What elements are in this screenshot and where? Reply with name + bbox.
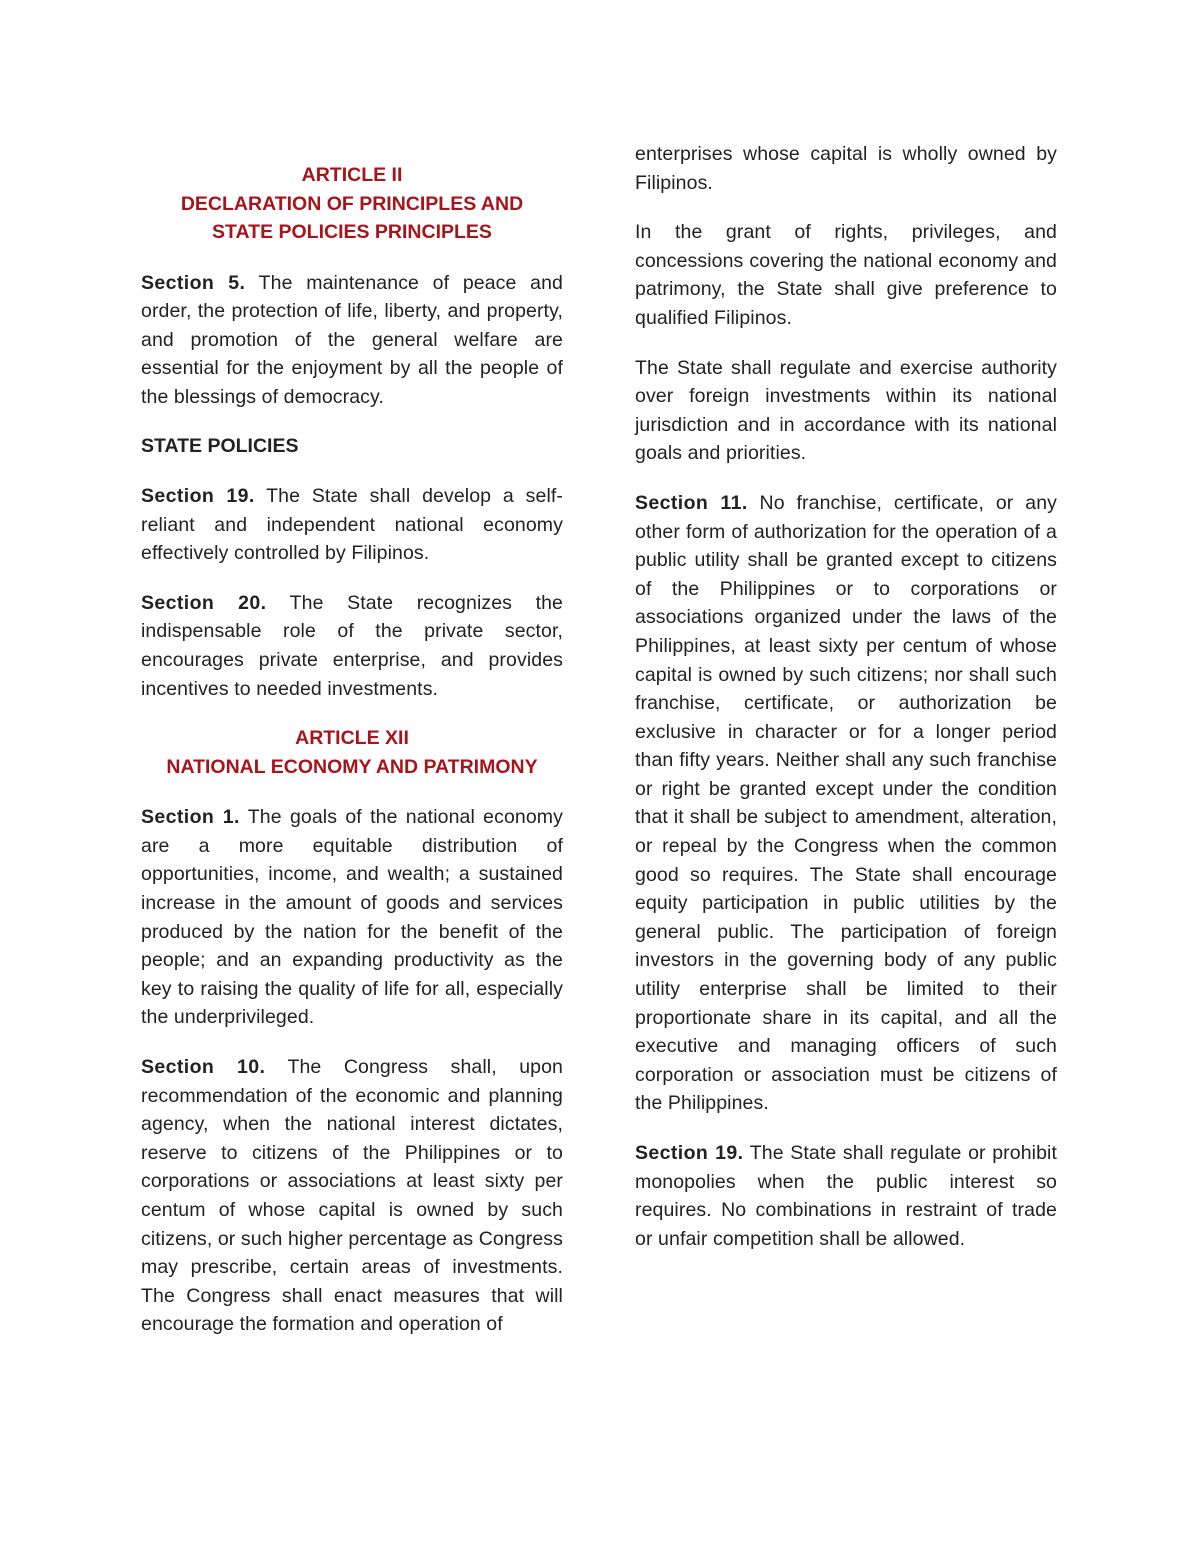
section-1-text: The goals of the national economy are a more equitable distribution of opportunities, income, and wealth; a sustained increase in the amount of goods and services produced by the nation for the benefit of the people; and an expanding productivity as the key to raising the quality of life for all, especially the underprivileged.	[141, 806, 563, 1029]
section-19-xii-paragraph	[635, 1139, 1057, 1253]
article-ii-heading	[141, 161, 563, 247]
article-ii-title: ARTICLE II	[301, 164, 403, 186]
left-column	[141, 161, 563, 1360]
section-20-paragraph	[141, 589, 563, 703]
section-5-paragraph	[141, 269, 563, 412]
section-5-label: Section 5.	[141, 271, 246, 294]
article-ii-subtitle-line2: STATE POLICIES PRINCIPLES	[212, 221, 492, 243]
right-column	[635, 140, 1057, 1274]
section-11-paragraph	[635, 489, 1057, 1118]
section-19-xii-text: The State shall regulate or prohibit monopolies when the public interest so requires. No combinations in restraint of trade or unfair competition shall be allowed.	[635, 1142, 1057, 1250]
section-19-label: Section 19.	[141, 485, 255, 508]
section-10-paragraph	[141, 1053, 563, 1339]
regulate-paragraph: The State shall regulate and exercise authority over foreign investments within its national jurisdiction and in accordance with its national goals and priorities.	[635, 356, 1057, 465]
section-20-text: The State recognizes the indispensable role of the private sector, encourages private enterprise, and provides incentives to needed investments.	[141, 591, 563, 700]
section-1-paragraph	[141, 803, 563, 1032]
article-xii-heading	[141, 724, 563, 781]
article-ii-subtitle-line1: DECLARATION OF PRINCIPLES AND	[180, 192, 524, 215]
state-policies-heading: STATE POLICIES	[141, 435, 299, 458]
section-19-xii-label: Section 19.	[635, 1142, 744, 1164]
section-10-text: The Congress shall, upon recommendation of the economic and planning agency, when the national interest dictates, reserve to citizens of the Philippines or to corporations or associations at least sixty per centum of whose capital is owned by such citizens, or such higher percentage as Congress may prescribe, certain areas of investments. The Congress shall enact measures that will encourage the formation and operation of	[141, 1055, 564, 1336]
section-5-text: The maintenance of peace and order, the protection of life, liberty, and property, and promotion of the general welfare are essential for the enjoyment by all the people of the blessings of democracy.	[141, 271, 563, 408]
section-19-paragraph	[141, 482, 563, 568]
article-xii-subtitle: NATIONAL ECONOMY AND PATRIMONY	[166, 755, 538, 778]
article-xii-title: ARTICLE XII	[295, 727, 409, 750]
grant-paragraph: In the grant of rights, privileges, and concessions covering the national economy and patrimony, the State shall give preference to qualified Filipinos.	[635, 221, 1057, 329]
section-19-text: The State shall develop a self-reliant and independent national economy effectively controlled by Filipinos.	[141, 485, 563, 565]
section-1-label: Section 1.	[141, 806, 240, 829]
section-11-text: No franchise, certificate, or any other form of authorization for the operation of a public utility shall be granted except to citizens of the Philippines or to corporations or associations organized under the laws of the Philippines, at least sixty per centum of whose capital is owned by such citizens; nor shall such franchise, certificate, or authorization be exclusive in character or for a longer period than fifty years. Neither shall any such franchise or right be granted except under the condition that it shall be subject to amendment, alteration, or repeal by the Congress when the common good so requires. The State shall encourage equity participation in public utilities by the general public. The participation of foreign investors in the governing body of any public utility enterprise shall be limited to their proportionate share in its capital, and all the executive and managing officers of such corporation or association must be citizens of the Philippines.	[635, 491, 1057, 1115]
section-11-label: Section 11.	[635, 491, 748, 514]
section-10-label: Section 10.	[141, 1055, 266, 1078]
section-20-label: Section 20.	[141, 591, 267, 614]
section-10-continuation: enterprises whose capital is wholly owned by Filipinos.	[635, 143, 1057, 194]
